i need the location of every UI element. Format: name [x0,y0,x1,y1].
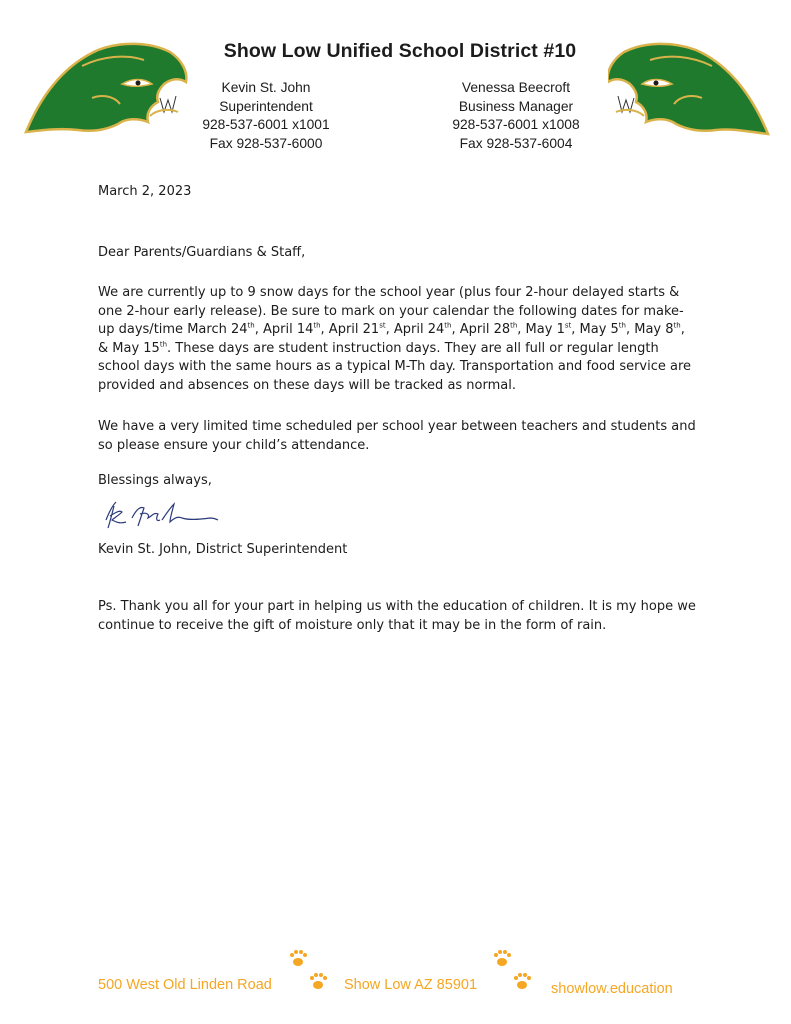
contact-phone: 928-537-6001 x1001 [202,117,330,132]
contact-phone: 928-537-6001 x1008 [452,117,580,132]
contact-name: Kevin St. John [221,80,311,95]
district-title: Show Low Unified School District #10 [223,40,577,62]
cougar-head-icon [22,38,190,138]
letter-date: March 2, 2023 [98,184,192,199]
letter-salutation: Dear Parents/Guardians & Staff, [98,245,306,260]
superintendent-contact [186,79,346,153]
cougar-head-icon [608,38,772,140]
contact-title: Business Manager [458,98,574,114]
footer-city: Show Low AZ 85901 [344,977,478,993]
contact-fax: Fax 928-537-6004 [459,135,573,151]
paw-print-icon [286,948,332,994]
letter-signer: Kevin St. John, District Superintendent [98,542,348,557]
contact-name: Venessa Beecroft [461,80,571,95]
signature-image [100,496,220,532]
footer-website: showlow.education [551,981,673,997]
letter-closing: Blessings always, [98,473,212,488]
paw-print-icon [490,948,536,994]
letter-paragraph-1: We are currently up to 9 snow days for the school year (plus four 2-hour delayed starts & one 2-hour early release). Be sure to mark on your calendar the following dates for make-up days/time March 24th, April 14th, April 21st, April 24th, April 28th, May 1st, May 5th, May 8th, & May 15th. These days are student instruction days. They are all full or regular length school days with the same hours as a typical M-Th day. Transportation and food service are provided and absences on these days will be tracked as normal. [98,285,692,393]
footer-address: 500 West Old Linden Road [98,977,272,993]
contact-title: Superintendent [219,98,313,114]
business-manager-contact [436,79,596,153]
letter-postscript: Ps. Thank you all for your part in helping us with the education of children. It is my hope we continue to receive the gift of moisture only that it may be in the form of rain. [98,599,696,633]
letter-paragraph-2: We have a very limited time scheduled per school year between teachers and students and so please ensure your child’s attendance. [98,419,696,453]
contact-fax: Fax 928-537-6000 [209,135,323,151]
